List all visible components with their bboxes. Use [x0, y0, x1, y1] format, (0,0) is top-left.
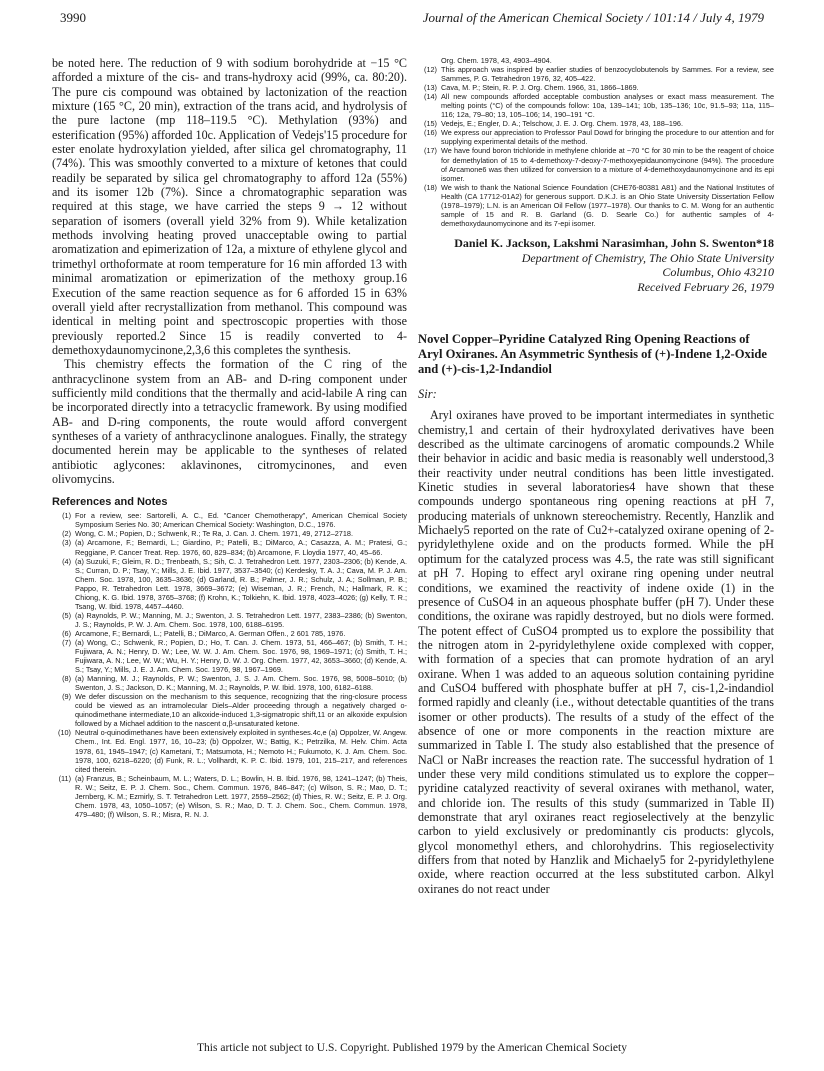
body-paragraph: be noted here. The reduction of 9 with sodium borohydride at −15 °C afforded a mixture of the cis- and trans-hydroxy acid (99%, ca. 80:20). The pure cis compound was obtained by lactonization of the reaction mixture (165 °C, 20 min), extraction of the trans acid, and hydrolysis of the pure lactone (mp 118–119.5 °C). Methylation (93%) and esterification (95%) afforded 10c. Application of Vedejs'15 procedure for ester enolate hydroxylation yielded, after silica gel chromatography, 11 (74%). This was smoothly converted to a mixture of ketones that could readily be separated by silica gel chromatography to afford 12a (55%) and its isomer 12b (7%). Since a chromatographic separation was required at this stage, we have carried the steps 9 → 12 without separation of isomers (overall yield 32% from 9). While ketalization methods involving heating proved unacceptable owing to partial aromatization and epimerization of 12a, a mixture of ethylene glycol and trimethyl orthoformate at room temperature for 16 min afforded 13 with minimal aromatization or epimerization of the methoxy group.16 Execution of the same reaction sequence as for 6 afforded 15 in 63% overall yield after recrystallization from methanol. This compound was identical in melting point and spectroscopic properties with those previously reported.2 Since 15 is readily converted to 4-demethoxydaunomycinone,2,3,6 this completes the synthesis.	[52, 56, 407, 357]
body-paragraph: Aryl oxiranes have proved to be important intermediates in synthetic chemistry,1 and certain of their hydroxylated derivatives have been described as the ultimate carcinogens of aromatic compounds.2 While their behavior in acidic and basic media is reasonably well understood,3 their reactivity under neutral conditions has been little investigated. Kinetic studies in several laboratories4 have shown that these compounds undergo spontaneous ring opening reactions at pH 7, producing materials of unknown stereochemistry. Recently, Hanzlik and Michaely5 reported on the rate of Cu2+-catalyzed oxirane opening of 2-pyridylethylene oxide and on the products formed. While the pH optimum for the catalyzed process was 4.5, the rate was still significant at pH 7. Hoping to effect aryl oxirane ring opening under neutral conditions, we examined the reactivity of indene oxide (1) in the presence of CuSO4 in an aqueous phosphate buffer (pH 7). Under these conditions, the oxirane was rapidly destroyed, but no diols were formed. The potent effect of CuSO4 prompted us to explore the possibility that the nitrogen atom in 2-pyridylethylene oxide complexed with copper, with formation of a species that can promote hydration of an aryl oxirane. When 1 was added to an aqueous solution containing pyridine and CuSO4 buffered with phosphate buffer at pH 7, cis-1,2-indandiol formed rapidly and cleanly (i.e., without detectable quantities of the trans isomer or other products). The results of a study of the effect of the absence of one or more components in the reaction mixture are summarized in Table I. The study also established that the presence of NaCl or NaBr increases the reaction rate. The successful hydration of 1 under these very mild conditions stimulated us to explore the copper–pyridine catalyzed reactivity of several oxiranes with methanol, water, and chloride ion. The results of this study (summarized in Table II) demonstrate that aryl oxiranes react regioselectively at the benzylic carbon to yield exclusively or predominantly cis products: glycols, glycol monomethyl ethers, and chlorohydrins. This regioselectivity differs from that noted by Hanzlik and Michaely5 for 2-pyridylethylene oxide, where reaction occurred at the less substituted carbon. Alkyl oxiranes do not react under	[418, 408, 774, 896]
reference-number: (10)	[58, 728, 71, 738]
article-title: Novel Copper–Pyridine Catalyzed Ring Opening Reactions of Aryl Oxiranes. An Asymmetric Synthesis of (+)-Indene 1,2-Oxide and (+)-cis-1,2-Indandiol	[418, 332, 767, 377]
reference-number: (2)	[62, 529, 71, 539]
reference-text: Arcamone, F.; Bernardi, L.; Patelli, B.; DiMarco, A. German Offen., 2 601 785, 1976.	[75, 628, 346, 638]
reference-item	[52, 692, 407, 728]
body-paragraph: This chemistry effects the formation of the C ring of the anthracyclinone system from an AB- and D-ring component under sufficiently mild conditions that the thermally and acid-labile A ring can be incorporated directly into a tetracyclic framework. By using modified AB- and D-ring components, the route would afford convergent syntheses of a variety of anthracyclinone analogues. Finally, the strategy documented herein may be applicable to the syntheses of related antibiotic aglycones: aklavinones, citromycinones, and even olivomycins.	[52, 357, 407, 486]
reference-text: (a) Franzus, B.; Scheinbaum, M. L.; Waters, D. L.; Bowlin, H. B. Ibid. 1976, 98, 1241–1247; (b) Theis, R. W.; Seitz, E. P. J. Chem. Soc., Chem. Commun. 1976, 846–847; (c) Wilson, S. R.; Mao, D. T.; Jernberg, K. M.; Ezmirly, S. T. Tetrahedron Lett. 1977, 2559–2562; (d) Thies, R. W.; Seitz, E. P. J. Org. Chem. 1978, 43, 1050–1057; (e) Wilson, S. R.; Mao, D. T. J. Chem. Soc., Chem. Commun. 1978, 479–480; (f) Wilson, S. R.; Misra, R. N. J.	[75, 773, 407, 819]
reference-number: (5)	[62, 610, 71, 620]
references-heading: References and Notes	[52, 496, 168, 509]
affiliation-line: Columbus, Ohio 43210	[662, 265, 774, 280]
page-number: 3990	[60, 10, 86, 25]
reference-text: (a) Raynolds, P. W.; Manning, M. J.; Swenton, J. S. Tetrahedron Lett. 1977, 2383–2386; (b) Swenton, J. S.; Raynolds, P. W. J. Am. Chem. Soc. 1978, 100, 6188–6195.	[75, 610, 407, 629]
reference-text: For a review, see: Sartorelli, A. C., Ed. "Cancer Chemotherapy", American Chemical Society Symposium Series No. 30; American Chemical Society: Washington, D.C., 1976.	[75, 511, 407, 530]
reference-text: (a) Arcamone, F.; Bernardi, L.; Giardino, P.; Patelli, B.; DiMarco, A.; Casazza, A. M.; Pratesi, G.; Reggiane, P. Cancer Treat. Rep. 1976, 60, 829–834; (b) Arcamone, F. Lloydia 1977, 40, 45–66.	[75, 538, 407, 557]
reference-number: (11)	[58, 773, 71, 783]
reference-text: (a) Suzuki, F.; Gleim, R. D.; Trenbeath, S.; Sih, C. J. Tetrahedron Lett. 1977, 2303–2306; (b) Kende, A. S.; Curran, D. P.; Tsay, Y.; Mills, J. E. Ibid. 1977, 3537–3540; (c) Kerdesky, T. A. J.; Cava, M. P. J. Am. Chem. Soc. 1978, 100, 3635–3636; (d) Garland, R. B.; Palmer, J. R.; Schulz, J. A.; Sollman, P. B.; Pappo, R. Tetrahedron Lett. 1978, 3669–3672; (e) Wiseman, J. R.; French, N.; Hallmark, R. K.; Chiong, K. G. Ibid. 1978, 3765–3768; (f) Krohn, K.; Tolkiehn, K. Ibid. 1978, 4023–4026; (g) Kelly, T. R.; Tsang, W. Ibid. 1978, 4457–4460.	[75, 556, 407, 611]
reference-text: Wong, C. M.; Popien, D.; Schwenk, R.; Te Ra, J. Can. J. Chem. 1971, 49, 2712–2718.	[75, 529, 353, 539]
reference-number: (15)	[424, 119, 437, 129]
reference-text: We wish to thank the National Science Foundation (CHE76-80381 A81) and the National Institutes of Health (CA 17712-01A2) for generous support. D.K.J. is an Ohio State University Dissertation Fellow (1978–1979); L.N. is an American Oil Fellow (1977–1978). Our thanks to C. M. Wong for an authentic sample of 15 and R. B. Garland (G. D. Searle Co.) for authentic samples of 4-demethoxydaunomycinone and its 7-epi isomer.	[441, 182, 774, 228]
reference-item	[52, 611, 407, 629]
reference-text: Cava, M. P.; Stein, R. P. J. Org. Chem. 1966, 31, 1866–1869.	[441, 83, 639, 93]
reference-number: (14)	[424, 92, 437, 102]
page-header	[60, 10, 764, 32]
reference-item	[52, 529, 407, 538]
reference-item	[418, 65, 774, 83]
author-line: Daniel K. Jackson, Lakshmi Narasimhan, John S. Swenton*18	[454, 235, 774, 250]
received-date: Received February 26, 1979	[637, 279, 774, 294]
reference-number: (4)	[62, 556, 71, 566]
journal-running-title: Journal of the American Chemical Society / 101:14 / July 4, 1979	[422, 10, 764, 25]
reference-item	[52, 511, 407, 529]
reference-number: (8)	[62, 674, 71, 684]
reference-item	[418, 146, 774, 182]
reference-number: (16)	[424, 128, 437, 138]
reference-item	[52, 629, 407, 638]
reference-item	[418, 119, 774, 128]
reference-text: (a) Wong, C.; Schwenk, R.; Popien, D.; Ho, T. Can. J. Chem. 1973, 51, 466–467; (b) Smith, T. H.; Fujiwara, A. N.; Henry, D. W.; Lee, W. W. J. Am. Chem. Soc. 1976, 98, 1969–1971; (c) Smith, T. H.; Fujiwara, A. N.; Lee, W. W.; Wu, H. Y.; Henry, D. W. J. Org. Chem. 1977, 42, 3653–3660; (d) Kende, A. S.; Tsay, Y.; Mills, J. E. J. Am. Chem. Soc. 1976, 98, 1967–1969.	[75, 637, 407, 675]
reference-number: (18)	[424, 182, 437, 192]
reference-item	[418, 183, 774, 228]
reference-number: (17)	[424, 146, 437, 156]
reference-item	[418, 56, 774, 65]
reference-item	[418, 83, 774, 92]
reference-number: (1)	[62, 511, 71, 521]
reference-item	[52, 638, 407, 674]
references-list-continued	[418, 56, 774, 228]
affiliation-line: Department of Chemistry, The Ohio State University	[521, 250, 774, 265]
right-column	[418, 56, 774, 896]
salutation: Sir:	[418, 387, 437, 402]
reference-text: All new compounds afforded acceptable combustion analyses or exact mass measurement. The melting points (°C) of the compounds follow: 10a, 139–141; 10b, 135–136; 10c, 91.5–93; 11a, 115–116; 12a, 79–80; 13, 105–106; 14, 190–191 °C.	[441, 92, 774, 120]
reference-text: Neutral o-quinodimethanes have been extensively exploited in syntheses.4c,e (a) Oppolzer, W. Angew. Chem., Int. Ed. Engl. 1977, 16, 10–23; (b) Oppolzer, W.; Battig, K.; Petrzilka, M. Helv. Chim. Acta 1978, 61, 1945–1947; (c) Kametani, T.; Matsumota, H.; Nemoto H.; Fukumoto, K. J. Am. Chem. Soc. 1978, 100, 6218–6220; (d) Funk, R. L.; Vollhardt, K. P. C. Ibid. 1979, 101, 215–217, and references cited therein.	[75, 728, 407, 774]
reference-text: We express our appreciation to Professor Paul Dowd for bringing the procedure to our attention and for supplying experimental details of the method.	[441, 128, 774, 147]
reference-item	[418, 92, 774, 119]
reference-number: (6)	[62, 628, 71, 638]
reference-text: We have found boron trichloride in methylene chloride at −70 °C for 30 min to be the reagent of choice for demethylation of 15 to 4-demethoxy-7-deoxy-7-methoxyepidaunomycinone (94%). The procedure of Arcamone6 was then utilized for conversion to a mixture of 4-demethoxydaunomycinone and its epi isomer.	[441, 146, 774, 183]
reference-number: (3)	[62, 538, 71, 548]
copyright-footer: This article not subject to U.S. Copyright. Published 1979 by the American Chemical Society	[197, 1042, 627, 1054]
reference-text: We defer discussion on the mechanism to this sequence, recognizing that the ring-closure process could be viewed as an intramolecular Diels–Alder proceeding through a negatively charged o-quinodimethane intermediate,10 an alkoxide-induced 1,3-sigmatropic shift,11 or an alkoxide expulsion followed by a Michael addition to the nascent α,β-unsaturated ketone.	[75, 692, 407, 729]
references-list	[52, 511, 407, 819]
reference-item	[52, 557, 407, 611]
reference-item	[52, 774, 407, 819]
reference-number: (9)	[62, 692, 71, 702]
reference-text: Org. Chem. 1978, 43, 4903–4904.	[441, 56, 552, 65]
reference-item	[52, 538, 407, 556]
reference-item	[52, 674, 407, 692]
reference-number	[418, 56, 441, 65]
reference-number: (13)	[424, 83, 437, 93]
reference-item	[418, 128, 774, 146]
reference-text: This approach was inspired by earlier studies of benzocyclobutenols by Sammes. For a review, see Sammes, P. G. Tetrahedron 1976, 32, 405–422.	[441, 65, 774, 84]
left-column	[52, 56, 407, 819]
reference-item	[52, 728, 407, 773]
reference-text: Vedejs, E.; Engler, D. A.; Telschow, J. E. J. Org. Chem. 1978, 43, 188–196.	[441, 119, 684, 129]
reference-text: (a) Manning, M. J.; Raynolds, P. W.; Swenton, J. S. J. Am. Chem. Soc. 1976, 98, 5008–5010; (b) Swenton, J. S.; Jackson, D. K.; Manning, M. J.; Raynolds, P. W. Ibid. 1978, 100, 6182–6188.	[75, 674, 407, 693]
reference-number: (7)	[62, 637, 71, 647]
reference-number: (12)	[424, 65, 437, 75]
